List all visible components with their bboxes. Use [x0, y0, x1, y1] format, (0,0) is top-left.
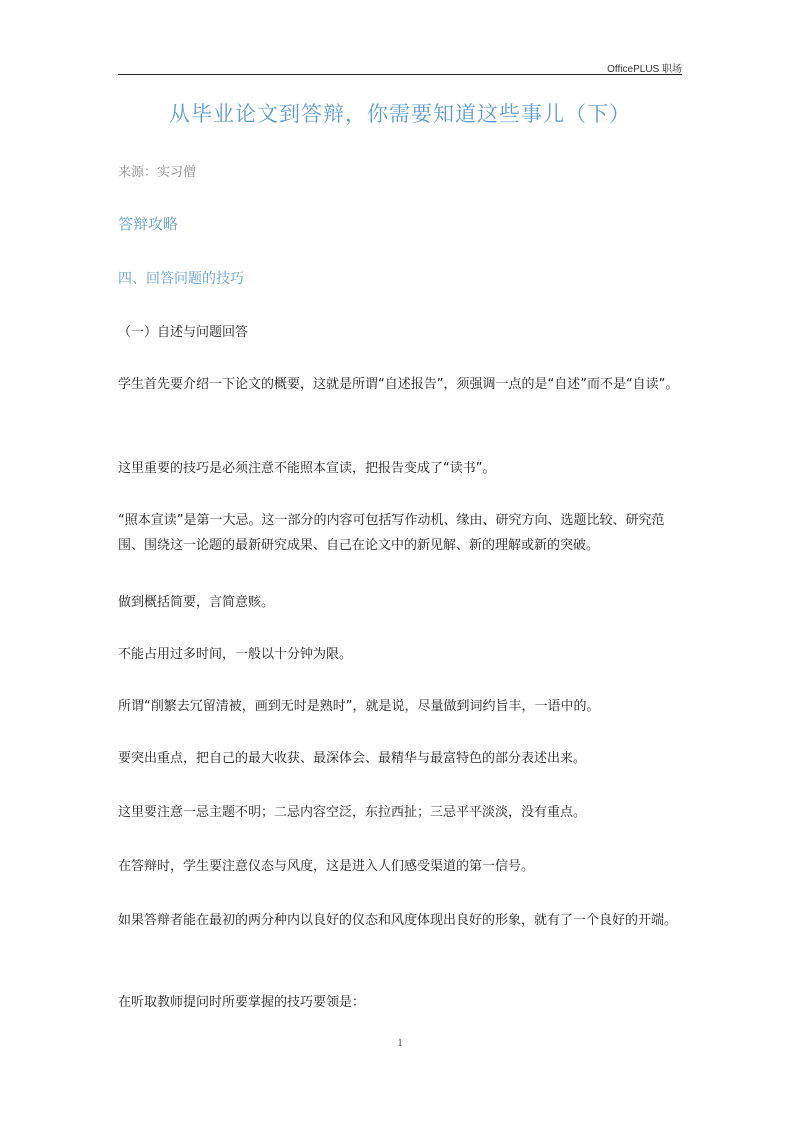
header-brand: OfficePLUS 职场: [607, 64, 682, 75]
paragraph: 要突出重点，把自己的最大收获、最深体会、最精华与最富特色的部分表述出来。: [118, 751, 587, 766]
subsection-heading: 四、回答问题的技巧: [118, 271, 244, 287]
subsubsection-heading: （一）自述与问题回答: [118, 325, 249, 340]
paragraph: 如果答辩者能在最初的两分种内以良好的仪态和风度体现出良好的形象，就有了一个良好的开端。: [118, 913, 678, 928]
page-number: 1: [397, 1038, 403, 1049]
document-source: 来源：实习僧: [118, 165, 197, 180]
paragraph: 学生首先要介绍一下论文的概要，这就是所谓“自述报告”，须强调一点的是“自述”而不是“自读”。: [118, 377, 679, 392]
section-heading: 答辩攻略: [118, 215, 179, 233]
paragraph: 这里要注意一忌主题不明；二忌内容空泛，东拉西扯；三忌平平淡淡，没有重点。: [118, 805, 587, 820]
paragraph: “照本宣读”是第一大忌。这一部分的内容可包括写作动机、缘由、研究方向、选题比较、研究范围、围绕这一论题的最新研究成果、自己在论文中的新见解、新的理解或新的突破。: [118, 513, 665, 553]
paragraph: 做到概括简要，言简意赅。: [118, 595, 275, 610]
paragraph: 这里重要的技巧是必须注意不能照本宣读，把报告变成了“读书”。: [118, 461, 496, 476]
paragraph: 在答辩时，学生要注意仪态与风度，这是进入人们感受渠道的第一信号。: [118, 859, 535, 874]
document-title: 从毕业论文到答辩，你需要知道这些事儿（下）: [169, 102, 631, 126]
paragraph: 在听取教师提问时所要掌握的技巧要领是：: [118, 995, 366, 1010]
paragraph: 所谓“削繁去冗留清被，画到无时是熟时”，就是说，尽量做到词约旨丰，一语中的。: [118, 699, 600, 714]
header-divider: [118, 74, 682, 75]
paragraph: 不能占用过多时间，一般以十分钟为限。: [118, 647, 353, 662]
